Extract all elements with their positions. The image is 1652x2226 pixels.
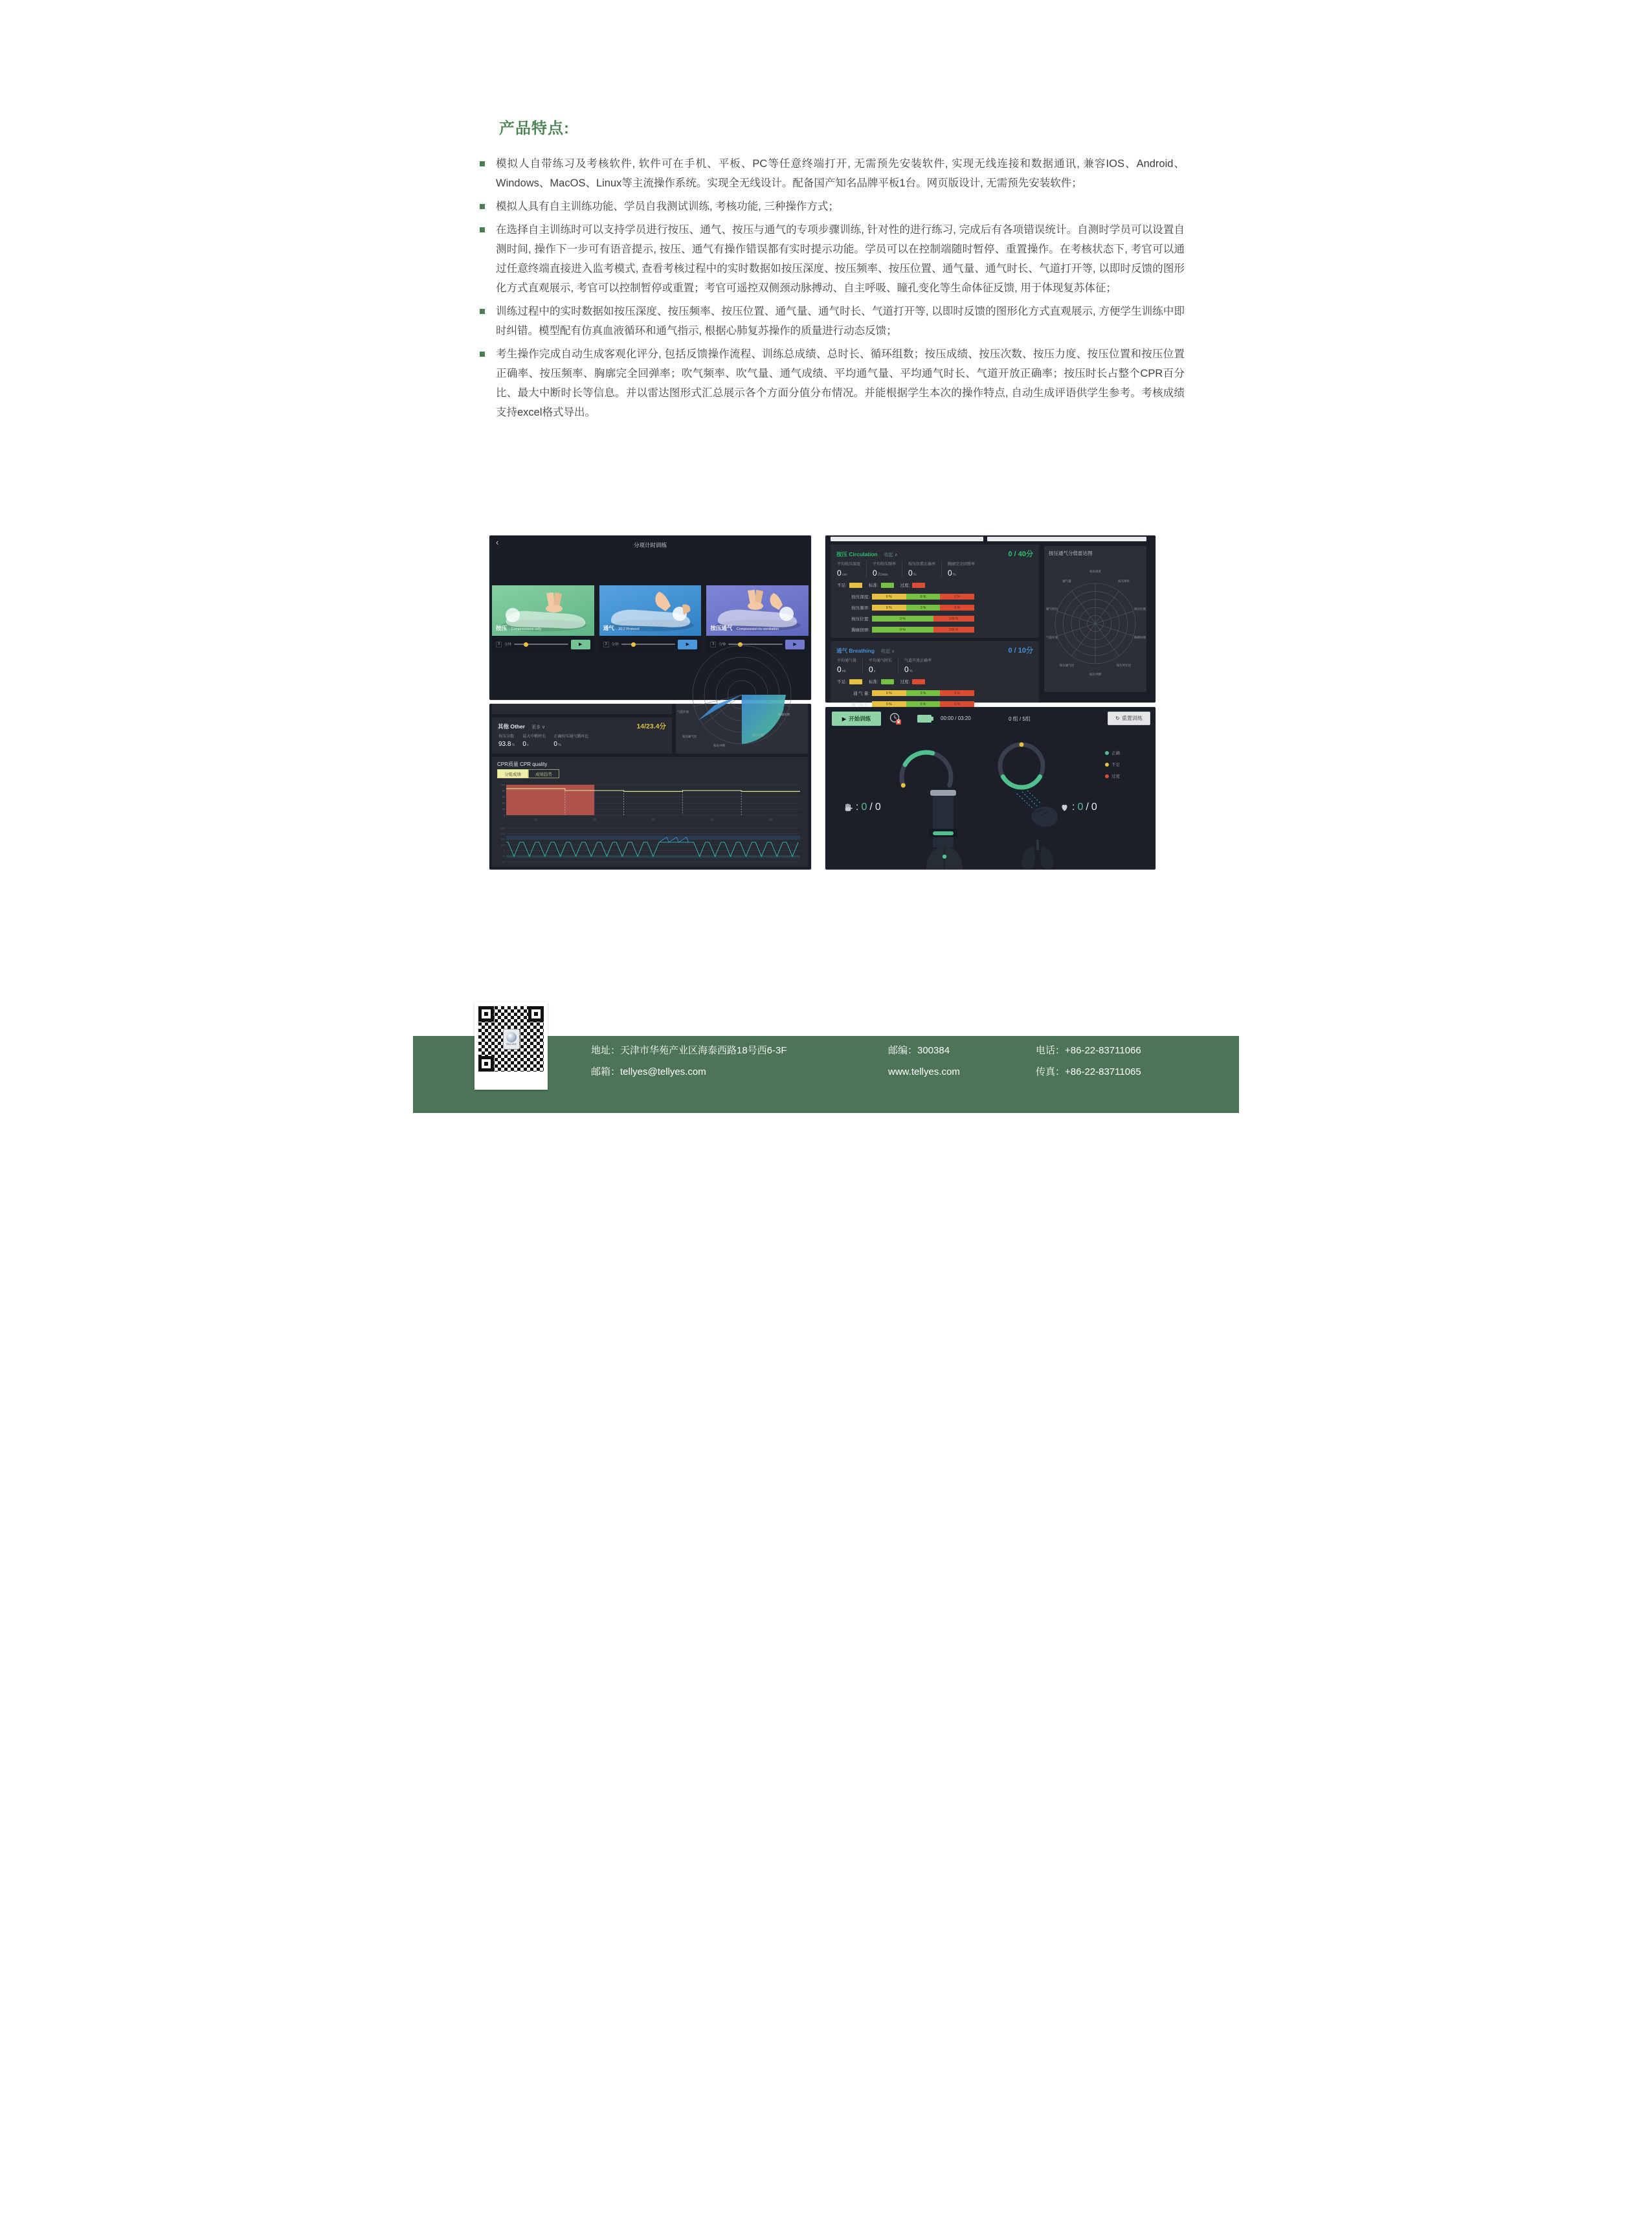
filled-radar-chart	[676, 704, 808, 754]
torso-position-indicator	[921, 840, 968, 870]
tab-group-scores[interactable]: 分组成绩	[497, 769, 528, 778]
svg-text:1组: 1组	[533, 818, 538, 821]
metric	[837, 561, 866, 578]
metric-label: 正确按压通气循环比	[553, 735, 589, 739]
footer-fax: 传真：+86-22-83711065	[1036, 1066, 1141, 1077]
start-label: 开始训练	[849, 715, 871, 722]
metric	[522, 733, 553, 748]
metric-unit: %	[511, 743, 515, 747]
bar-seg: 0 %	[940, 594, 974, 600]
stat-bar-row	[834, 616, 974, 622]
slider-knob[interactable]	[524, 642, 528, 647]
waveform-chart	[497, 827, 803, 864]
bar-seg: 0 %	[940, 605, 974, 611]
metric-label: 平均通气时长	[869, 659, 893, 663]
metric-unit: s	[526, 743, 529, 747]
footer-postcode: 邮编：300384	[888, 1045, 950, 1056]
duration-unit: 分钟	[611, 643, 619, 647]
metric	[941, 561, 981, 578]
panel-header	[836, 645, 1033, 655]
card-label	[603, 622, 640, 633]
yellow-swatch-icon	[849, 679, 862, 684]
bar-label: 按压深度:	[851, 595, 869, 600]
footer-contact-col1	[591, 1040, 787, 1083]
radar-axis-label: 按压中断	[713, 744, 725, 747]
qr-eye-icon	[478, 1056, 494, 1072]
legend-label: 过度:	[900, 680, 910, 684]
page-title: 产品特点:	[499, 120, 570, 137]
footer-email: 邮箱：tellyes@tellyes.com	[591, 1066, 706, 1077]
bar-seg: 0 %	[940, 701, 974, 707]
legend-label: 过度:	[900, 583, 910, 588]
bar-seg: 0 %	[906, 605, 941, 611]
feature-bullet	[478, 154, 1185, 193]
card-label-zh: 按压通气	[710, 625, 733, 631]
stat-bar-row	[834, 690, 974, 696]
collapse-toggle[interactable]: 收起 ∧	[881, 649, 895, 654]
slash: /	[869, 802, 873, 813]
score-radar-panel	[676, 704, 808, 754]
duration-slider[interactable]	[728, 644, 783, 645]
radar-axis-label: 按压深度	[1089, 570, 1101, 573]
radar-axis-label: 通气时比	[1046, 607, 1058, 611]
play-button[interactable]: ▶	[785, 640, 805, 649]
panel-score: 0 / 40分	[1008, 550, 1033, 558]
ventilation-counter	[1060, 802, 1097, 813]
metric-label: 胸廓完全回弹率	[948, 563, 976, 567]
metric-label: 按压分数	[498, 735, 515, 739]
ventilation-hand-graphic	[1012, 790, 1064, 830]
svg-text:2组: 2组	[592, 818, 597, 821]
duration-slider[interactable]	[621, 644, 676, 645]
legend-label: 过度	[1111, 774, 1120, 779]
cpr-illustration	[706, 585, 809, 636]
qr-code	[478, 1006, 544, 1072]
bar-seg: 0 %	[906, 690, 941, 696]
metric-label: 气道开放正确率	[904, 659, 932, 663]
back-chevron-icon[interactable]: ‹	[496, 537, 499, 547]
card-compression-ventilation[interactable]	[706, 585, 809, 653]
metric-value: 0	[522, 741, 526, 748]
metric-label: 平均按压频率	[873, 563, 897, 567]
collapse-toggle[interactable]: 收起 ∧	[884, 553, 898, 557]
panel-header	[836, 548, 1033, 559]
radar-axis-label: 气道开放	[677, 710, 689, 714]
bar-seg: 0 %	[906, 594, 941, 600]
svg-text:600: 600	[501, 838, 505, 841]
card-label	[496, 622, 541, 633]
red-swatch-icon	[912, 583, 925, 588]
radar-axis-label: 按压中断	[1089, 673, 1101, 676]
training-cards	[492, 585, 809, 653]
panel-header	[498, 721, 666, 731]
footer-address: 地址：天津市华苑产业区海泰西路18号西6-3F	[591, 1045, 787, 1056]
metric-value: 0	[869, 665, 873, 674]
bar-label: 通 气 量:	[853, 691, 869, 696]
screenshot-score-report	[825, 535, 1155, 707]
start-training-button[interactable]	[832, 712, 881, 726]
brand-name: TELLYES	[506, 1043, 517, 1046]
radar-panel	[1044, 546, 1146, 692]
compression-rate-gauge	[992, 737, 1051, 795]
play-icon: ▶	[842, 715, 847, 722]
stat-bar-row	[834, 627, 974, 633]
svg-text:3组: 3组	[651, 818, 655, 821]
breathing-panel	[831, 641, 1039, 707]
metric-value: 0	[873, 568, 877, 578]
footer-phone: 电话：+86-22-83711066	[1036, 1045, 1141, 1056]
stat-bar-row	[834, 594, 974, 600]
radar-axis-label: 按压通气比	[682, 735, 697, 738]
red-swatch-icon	[912, 679, 925, 684]
session-groups: 0 组 / 5组	[1009, 716, 1031, 722]
lungs-indicator	[1014, 840, 1061, 870]
bar-seg: 0 %	[906, 701, 941, 707]
duration-slider[interactable]	[514, 644, 568, 645]
red-dot-icon	[1105, 774, 1109, 778]
bar-seg: 0 %	[940, 690, 974, 696]
range-legend	[837, 582, 929, 588]
svg-text:40: 40	[502, 802, 505, 805]
footer-contact-col3	[1036, 1040, 1141, 1083]
qr-eye-icon	[528, 1006, 544, 1022]
legend-label: 标准:	[868, 680, 878, 684]
session-time: 00:00 / 03:20	[941, 715, 971, 721]
duration-control	[599, 636, 702, 653]
svg-text:100: 100	[500, 783, 505, 787]
svg-text:-60: -60	[501, 860, 505, 864]
green-swatch-icon	[881, 679, 894, 684]
qr-center-logo	[503, 1029, 520, 1050]
feature-bullet	[478, 302, 1185, 341]
qr-card	[474, 1002, 548, 1090]
svg-text:900: 900	[501, 832, 505, 835]
svg-text:4组: 4组	[709, 818, 714, 821]
metric	[553, 733, 596, 748]
yellow-dot-icon	[1105, 763, 1109, 767]
radar-axis-label: 气道开放	[1046, 636, 1058, 639]
footer-website[interactable]: www.tellyes.com	[888, 1066, 960, 1077]
bar-seg: 0 %	[872, 605, 906, 611]
bar-seg: 0 %	[872, 594, 906, 600]
metric	[837, 657, 862, 674]
heart-icon	[1060, 803, 1069, 813]
duration-control	[706, 636, 809, 653]
legend-label: 不足:	[837, 680, 847, 684]
duration-value: 3	[603, 642, 609, 647]
duration-value: 3	[496, 642, 502, 647]
card-ventilation[interactable]	[599, 585, 702, 653]
metric	[898, 657, 937, 674]
cpr-illustration	[492, 585, 594, 636]
hand-icon	[843, 803, 853, 813]
circulation-panel	[831, 545, 1039, 638]
slider-knob[interactable]	[631, 642, 636, 647]
bar-label: 通气时长:	[851, 703, 869, 707]
qr-eye-icon	[478, 1006, 494, 1022]
svg-text:80: 80	[502, 789, 505, 793]
status-legend	[1105, 750, 1120, 779]
svg-text:20: 20	[502, 807, 505, 811]
metric-label: 按压位置正确率	[908, 563, 936, 567]
panel-title: 其他 Other	[498, 723, 526, 730]
bar-label: 胸廓回弹:	[851, 628, 869, 633]
radar-axis-label: 按压频率	[1118, 579, 1130, 583]
card-label-en: Compression-to-ventilation	[736, 627, 779, 631]
metric-value: 0	[904, 665, 909, 674]
radar-axis-label: 胸廓回弹	[778, 713, 790, 716]
ventilation-count: 0	[1077, 802, 1084, 813]
yellow-swatch-icon	[849, 583, 862, 588]
screenshot-cpr-quality	[489, 704, 811, 870]
bar-label: 按压频率:	[851, 606, 869, 611]
bar-seg: 0 %	[872, 690, 906, 696]
group-score-step-chart	[497, 783, 803, 823]
legend-label: 正确	[1111, 751, 1120, 756]
legend-label: 标准:	[868, 583, 878, 588]
radar-axis-label: 按压通气比	[1059, 664, 1075, 667]
metric-unit: %	[913, 573, 917, 577]
play-button[interactable]: ▶	[571, 640, 590, 649]
range-legend	[837, 679, 929, 684]
feature-text: 训练过程中的实时数据如按压深度、按压频率、按压位置、通气量、通气时长、气道打开等, 以即时反馈的图形化方式直观展示, 方便学生训练中即时纠错。模型配有仿真血液循环和通气指示, 根据心肺复苏操作的质量进行动态反馈；	[496, 306, 1185, 337]
compression-counter	[843, 802, 881, 813]
radar-title: 按压通气分值雷达图	[1049, 550, 1093, 556]
metric	[498, 733, 522, 748]
radar-chart	[1044, 559, 1146, 688]
metric-unit: cm	[842, 573, 847, 577]
green-dot-icon	[1105, 751, 1109, 755]
svg-text:0: 0	[504, 849, 505, 852]
metrics-row	[498, 733, 596, 748]
radar-axis-label: 按压时长比	[1116, 664, 1132, 667]
metric	[902, 561, 941, 578]
svg-text:0: 0	[503, 814, 505, 817]
card-label-en: 30:2 Protocol	[618, 627, 640, 631]
metric-value: 93.8	[498, 741, 511, 748]
svg-text:60: 60	[502, 796, 505, 799]
metric-unit: s	[873, 669, 876, 673]
svg-text:-30: -30	[501, 855, 505, 858]
cut-panel-strip	[987, 537, 1146, 541]
screenshot-live-monitor	[825, 707, 1155, 870]
radar-axis-label: 按压分数	[752, 734, 764, 737]
metric-label: 平均按压深度	[837, 563, 861, 567]
battery-icon	[917, 715, 932, 723]
panel-title: 按压 Circulation	[836, 551, 878, 557]
radar-axis-label: 按压位置	[1134, 607, 1146, 611]
metric-value: 0	[837, 665, 842, 674]
metric-unit: %	[952, 573, 956, 577]
slider-knob[interactable]	[738, 642, 742, 647]
feature-text: 考生操作完成自动生成客观化评分, 包括反馈操作流程、训练总成绩、总时长、循环组数；按压成绩、按压次数、按压力度、按压位置和按压位置正确率、按压频率、胸廓完全回弹率；吹气频率、吹气量、通气成绩、平均通气量、平均通气时长、气道开放正确率；按压时长占整个CPR百分比、最大中断时长等信息。并以雷达图形式汇总展示各个方面分值分布情况。并能根据学生本次的操作特点, 自动生成评语供学生参考。考核成绩支持excel格式导出。	[496, 348, 1185, 418]
panel-title: 通气 Breathing	[836, 647, 875, 654]
metric-value: 0	[553, 741, 557, 748]
metric-value: 0	[948, 568, 952, 578]
tab-score-trend[interactable]: 成绩趋势	[528, 769, 559, 778]
cut-panel-strip	[831, 537, 983, 541]
card-compressions[interactable]	[492, 585, 594, 653]
card-label-zh: 按压	[496, 625, 508, 631]
feature-text: 模拟人具有自主训练功能、学员自我测试训练, 考核功能, 三种操作方式；	[496, 201, 839, 212]
cpr-quality-panel	[492, 757, 808, 867]
cpr-illustration	[599, 585, 702, 636]
reset-label: 重置训练	[1121, 715, 1143, 721]
legend-label: 不足:	[837, 583, 847, 588]
duration-value: 3	[710, 642, 716, 647]
radar-axis-label: 胸廓回弹	[1134, 636, 1146, 639]
reset-icon: ↻	[1115, 715, 1120, 721]
feature-text: 在选择自主训练时可以支持学员进行按压、通气、按压与通气的专项步骤训练, 针对性的进行练习, 完成后有各项错误统计。自测时学员可以设置自测时间, 操作下一步可有语音提示, 按压、通气有操作错误都有实时提示功能。学员可以在控制端随时暂停、重置操作。在考核状态下, 考官可以通过任意终端直接进入监考模式, 查看考核过程中的实时数据如按压深度、按压频率、按压位置、通气量、通气时长、气道打开等, 以即时反馈的图形化方式直观展示, 考官可以控制暂停或重置；考官可遥控双侧颈动脉搏动、自主呼吸、瞳孔变化等生命体征反馈, 用于体现复苏体征；	[496, 224, 1185, 294]
metric-value: 0	[908, 568, 913, 578]
radar-axis-label: 通气量	[1062, 579, 1071, 583]
timer-icon[interactable]	[889, 712, 902, 728]
metrics-row	[837, 561, 981, 578]
panel-score: 14/23.4分	[636, 723, 666, 730]
bar-seg: 0 %	[872, 616, 933, 622]
bar-seg: 0 %	[872, 701, 906, 707]
logo-orb-icon	[506, 1032, 517, 1042]
more-toggle[interactable]: 更多 ∨	[531, 725, 546, 730]
metrics-row	[837, 657, 937, 674]
stat-bar-row	[834, 605, 974, 611]
duration-control	[492, 636, 594, 653]
brochure-page	[413, 0, 1239, 1113]
slash: /	[1086, 802, 1089, 813]
bar-seg: 100 %	[933, 627, 974, 633]
cut-panel	[492, 704, 672, 714]
colon: :	[1072, 802, 1075, 813]
metric-value: 0	[837, 568, 842, 578]
card-label-en: Compressions only	[511, 627, 542, 631]
metric	[862, 657, 898, 674]
feature-bullet	[478, 197, 1185, 216]
feature-bullet	[478, 220, 1185, 298]
screenshot-timed-training	[489, 535, 811, 700]
cpr-tabs	[497, 769, 559, 778]
svg-text:5组: 5组	[768, 818, 773, 821]
svg-text:300: 300	[501, 844, 505, 847]
feature-text: 模拟人自带练习及考核软件, 软件可在手机、平板、PC等任意终端打开, 无需预先安装软件, 实现无线连接和数据通讯, 兼容IOS、Android、Windows、MacOS、Linux等主流操作系统。实现全无线设计。配备国产知名品牌平板1台。网页版设计, 无需预先安装软件；	[496, 158, 1185, 189]
green-swatch-icon	[881, 583, 894, 588]
duration-unit: 分钟	[719, 643, 726, 647]
bar-seg: 0 %	[872, 627, 933, 633]
legend-label: 不足	[1111, 763, 1120, 767]
metric-unit: 次/min	[877, 573, 888, 577]
play-button[interactable]: ▶	[678, 640, 697, 649]
feature-bullet	[478, 344, 1185, 422]
screen-title: 分项计时训练	[633, 542, 667, 548]
panel-title: CPR质量 CPR quality	[497, 761, 548, 767]
metric-label: 平均通气量	[837, 659, 857, 663]
compression-count: 0	[861, 802, 867, 813]
metric-unit: ml	[842, 669, 846, 673]
card-label	[710, 622, 779, 633]
stat-bar-row	[834, 701, 974, 707]
card-label-zh: 通气	[603, 625, 614, 631]
bar-seg: 100 %	[933, 616, 974, 622]
reset-training-button[interactable]	[1108, 712, 1150, 725]
footer-contact-col2	[888, 1040, 960, 1083]
colon: :	[856, 802, 859, 813]
other-score-panel	[492, 717, 672, 754]
metric-unit: %	[557, 743, 561, 747]
bar-label: 按压位置:	[851, 617, 869, 622]
metric-label: 最大中断时长	[522, 735, 546, 739]
compression-total: 0	[875, 802, 881, 813]
svg-text:1200: 1200	[500, 827, 505, 830]
ventilation-total: 0	[1091, 802, 1097, 813]
feature-list	[478, 154, 1185, 426]
duration-unit: 分钟	[504, 643, 512, 647]
metric-unit: %	[909, 669, 913, 673]
compression-depth-gauge	[887, 741, 965, 787]
panel-score: 0 / 10分	[1008, 647, 1033, 655]
metric	[866, 561, 902, 578]
